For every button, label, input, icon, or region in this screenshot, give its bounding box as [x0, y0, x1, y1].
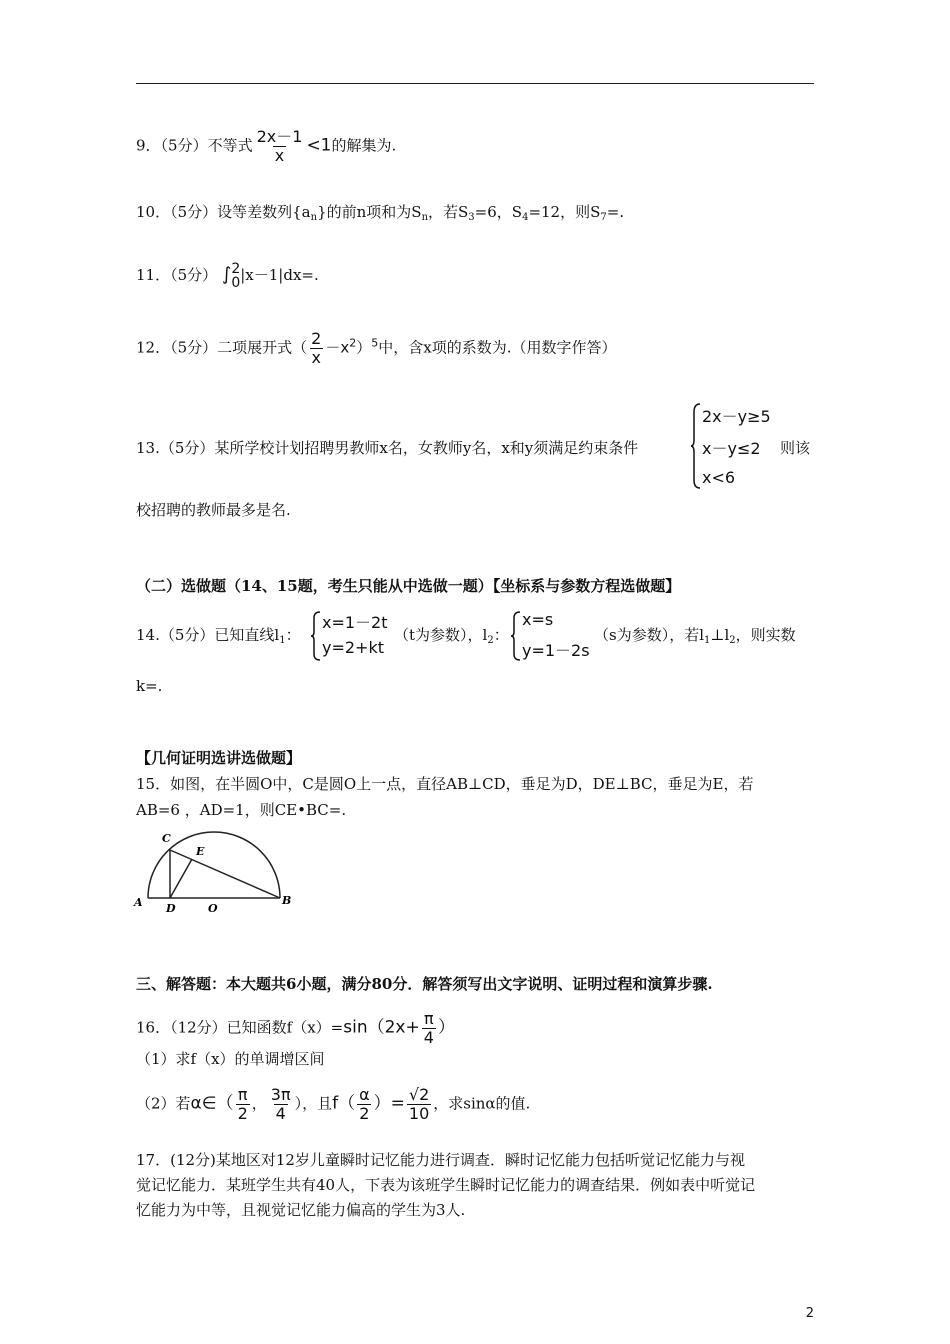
q16-frac — [422, 1010, 436, 1047]
q10-sub7: 7 — [600, 212, 607, 223]
segment-DE — [170, 859, 192, 898]
q16-eq: ）= — [373, 1093, 405, 1114]
label-B: B — [282, 894, 292, 907]
q10-d: =6，S — [474, 203, 523, 221]
question-12 — [136, 330, 616, 367]
integral-sign: ∫ — [221, 264, 232, 285]
q14-l2a: x=s — [522, 610, 554, 629]
q16-fa: f（ — [332, 1093, 356, 1114]
q12-sq: 2 — [349, 336, 357, 350]
q9-den: x — [274, 146, 285, 165]
q12-den: x — [311, 348, 321, 367]
q16-part1: （1）求f（x）的单调增区间 — [136, 1050, 325, 1068]
q9-suffix: 的解集为. — [331, 136, 397, 155]
q10-c: ，若S — [428, 203, 469, 221]
q12-fraction — [309, 330, 323, 367]
q16-f4d: 10 — [408, 1104, 430, 1123]
q14-tail-text: ，则实数 — [735, 626, 796, 644]
q14-l2-system — [510, 610, 600, 662]
q12-suffix: 中，含x项的系数为.（用数字作答） — [378, 338, 617, 357]
q13-c1: 2x－y≥5 — [702, 407, 771, 426]
q16-f1n: π — [237, 1085, 248, 1104]
brace-icon — [690, 402, 702, 490]
q16-f4 — [407, 1086, 431, 1123]
q16-f2n: 3π — [270, 1085, 291, 1104]
q14-sub2: 2 — [487, 635, 494, 646]
q14-p2: （s为参数），若l — [594, 626, 704, 644]
q16-f3n: α — [359, 1085, 370, 1104]
q12-num: 2 — [311, 329, 322, 348]
q16-f3 — [357, 1086, 372, 1123]
question-15-line2: AB=6 ，AD=1，则CE•BC=. — [136, 801, 347, 819]
geometry-heading: 【几何证明选讲选做题】 — [136, 749, 302, 767]
q16-den: 4 — [423, 1028, 434, 1047]
q14-l1a: x=1－2t — [322, 613, 388, 632]
q14-sub1: 1 — [279, 635, 286, 646]
question-17-line2: 觉记忆能力．某班学生共有40人，下表为该班学生瞬时记忆能力的调查结果．例如表中听觉记 — [136, 1176, 756, 1194]
q10-a: 10．（5分）设等差数列{a — [136, 203, 311, 221]
q12-prefix: 12．（5分）二项展开式（ — [136, 338, 308, 357]
q12-close: ） — [356, 338, 372, 357]
q14-l1-system — [310, 610, 400, 662]
q14-colon2: ： — [493, 626, 509, 644]
q10-f: =. — [606, 203, 625, 221]
q14-prefix: 14.（5分）已知直线l — [136, 626, 280, 644]
q14-s2: 2 — [729, 635, 736, 646]
q14-line2: k=. — [136, 677, 163, 695]
q16-f2 — [269, 1086, 293, 1123]
question-17-line1: 17．(12分)某地区对12岁儿童瞬时记忆能力进行调查．瞬时记忆能力包括听觉记忆能力与视 — [136, 1151, 745, 1169]
segment-CB — [170, 850, 280, 898]
q14-colon: ： — [285, 626, 301, 644]
label-A: A — [134, 896, 143, 909]
q16-f4n: √2 — [408, 1085, 430, 1104]
q13-tail: 则该 — [780, 439, 811, 457]
q9-num: 2x－1 — [256, 127, 303, 146]
label-D: D — [166, 902, 176, 915]
q11-body: |x－1|dx=. — [240, 266, 319, 284]
q16-comma: ， — [251, 1094, 267, 1113]
section-3-heading: 三、解答题：本大题共6小题，满分80分．解答须写出文字说明、证明过程和演算步骤. — [136, 975, 713, 993]
question-11 — [136, 262, 319, 290]
q13-line2: 校招聘的教师最多是名. — [136, 501, 291, 519]
q13-c2: x－y≤2 — [702, 439, 761, 458]
question-15-line1: 15．如图，在半圆O中，C是圆O上一点，直径AB⊥CD，垂足为D，DE⊥BC，垂足为E，若 — [136, 775, 754, 793]
q11-prefix: 11．（5分） — [136, 266, 218, 284]
q11-limits — [231, 262, 240, 290]
q16-sin: sin（2x+ — [343, 1017, 420, 1038]
page-number: 2 — [805, 1306, 814, 1321]
q16-p2b: ），且 — [294, 1094, 333, 1113]
q14-l1b: y=2+kt — [322, 638, 384, 657]
question-16 — [136, 1010, 455, 1047]
q13-c3: x<6 — [702, 468, 736, 487]
q14-tail — [594, 625, 796, 651]
label-C: C — [162, 832, 171, 845]
q16-f3d: 2 — [359, 1104, 370, 1123]
q10-sub-n2: n — [421, 212, 429, 223]
q12-minus: －x — [325, 338, 350, 357]
brace-icon — [510, 610, 522, 662]
question-9 — [136, 128, 396, 165]
q10-e: =12，则S — [528, 203, 601, 221]
q11-upper: 2 — [231, 261, 241, 277]
q9-prefix: 9．（5分）不等式 — [136, 136, 253, 155]
q9-lt: <1 — [306, 135, 332, 156]
q16-f1d: 2 — [237, 1104, 248, 1123]
question-17-line3: 忆能力为中等，且视觉记忆能力偏高的学生为3人. — [136, 1201, 466, 1219]
question-13 — [136, 438, 638, 458]
semicircle-figure — [130, 828, 300, 918]
q16-close: ） — [437, 1017, 455, 1038]
q13-text: 13.（5分）某所学校计划招聘男教师x名，女教师y名，x和y须满足约束条件 — [136, 439, 639, 457]
q10-sub-n: n — [310, 212, 318, 223]
q16-part2 — [136, 1086, 530, 1123]
q16-alpha: α∈（ — [190, 1093, 234, 1114]
brace-icon — [310, 610, 322, 662]
label-E: E — [196, 845, 205, 858]
q10-sub3: 3 — [468, 212, 475, 223]
q13-constraints — [690, 402, 790, 492]
q10-b: }的前n项和为S — [317, 203, 422, 221]
q9-fraction — [255, 128, 305, 165]
question-10 — [136, 202, 624, 228]
q16-p2c: ，求sinα的值. — [433, 1094, 531, 1113]
q11-lower: 0 — [231, 275, 241, 291]
label-O: O — [208, 902, 218, 915]
q16-num: π — [424, 1009, 434, 1028]
q14-l2b: y=1－2s — [522, 641, 590, 660]
q14-p1: （t为参数），l — [394, 626, 488, 644]
q16-prefix: 16．（12分）已知函数f（x）= — [136, 1018, 344, 1037]
q14-mid — [394, 625, 509, 651]
section-optional-heading: （二）选做题（14、15题，考生只能从中选做一题）【坐标系与参数方程选做题】 — [136, 577, 681, 595]
header-rule — [136, 83, 814, 84]
q14-s1: 1 — [704, 635, 711, 646]
q16-p2a: （2）若 — [136, 1094, 191, 1113]
q16-f1 — [236, 1086, 250, 1123]
q16-f2d: 4 — [275, 1104, 286, 1123]
question-14 — [136, 625, 301, 651]
q10-sub4: 4 — [522, 212, 529, 223]
q14-perp: ⊥l — [710, 626, 730, 644]
q12-pow: 5 — [371, 336, 379, 350]
